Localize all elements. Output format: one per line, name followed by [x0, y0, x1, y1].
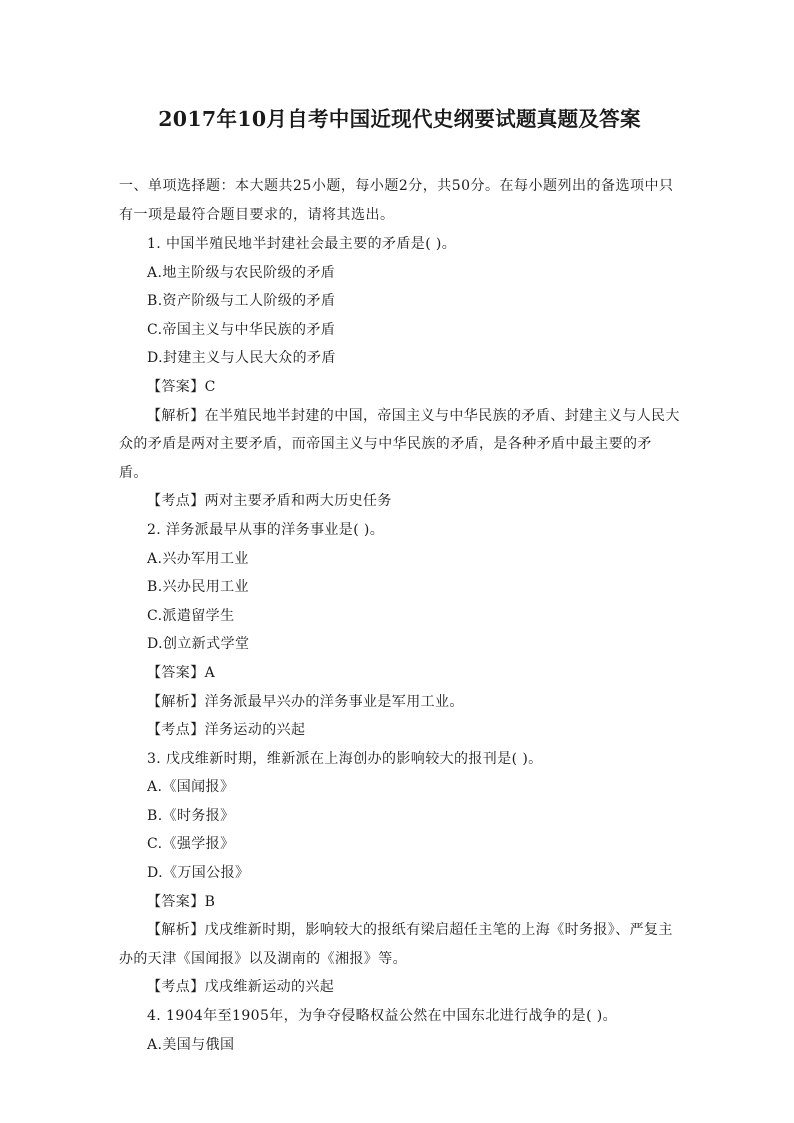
option-d: D.《万国公报》	[147, 865, 250, 882]
option-c: C.帝国主义与中华民族的矛盾	[147, 321, 336, 338]
question-stem: 3. 戊戌维新时期，维新派在上海创办的影响较大的报刊是( )。	[147, 750, 543, 767]
option-d: D.创立新式学堂	[147, 636, 250, 653]
document-title: 2017年10月自考中国近现代史纲要试题真题及答案	[158, 107, 641, 131]
question-2	[119, 516, 680, 745]
analysis: 【解析】洋务派最早兴办的洋务事业是军用工业。	[147, 693, 464, 710]
option-a: A.美国与俄国	[147, 1036, 235, 1053]
option-c: C.派遣留学生	[147, 607, 235, 624]
question-stem: 4. 1904年至1905年，为争夺侵略权益公然在中国东北进行战争的是( )。	[147, 1008, 618, 1025]
question-stem: 2. 洋务派最早从事的洋务事业是( )。	[147, 521, 385, 538]
question-1	[119, 230, 680, 516]
option-c: C.《强学报》	[147, 836, 235, 853]
test-point: 【考点】洋务运动的兴起	[147, 722, 306, 739]
option-a: A.地主阶级与农民阶级的矛盾	[147, 264, 336, 281]
test-point: 【考点】两对主要矛盾和两大历史任务	[147, 493, 392, 510]
section-header: 一、单项选择题：本大题共25小题，每小题2分，共50分。在每小题列出的备选项中只有一项是最符合题目要求的，请将其选出。	[119, 178, 674, 223]
option-a: A.《国闻报》	[147, 779, 235, 796]
question-3	[119, 745, 680, 1002]
option-b: B.兴办民用工业	[147, 579, 249, 596]
answer: 【答案】B	[147, 893, 216, 910]
option-b: B.《时务报》	[147, 807, 235, 824]
question-4	[119, 1002, 680, 1059]
question-stem: 1. 中国半殖民地半封建社会最主要的矛盾是( )。	[147, 236, 457, 252]
option-d: D.封建主义与人民大众的矛盾	[147, 350, 336, 367]
answer: 【答案】A	[147, 664, 216, 681]
option-b: B.资产阶级与工人阶级的矛盾	[147, 293, 336, 310]
test-point: 【考点】戊戌维新运动的兴起	[147, 979, 335, 996]
analysis: 【解析】在半殖民地半封建的中国，帝国主义与中华民族的矛盾、封建主义与人民大众的矛盾是两对主要矛盾，而帝国主义与中华民族的矛盾，是各种矛盾中最主要的矛盾。	[119, 407, 680, 481]
answer: 【答案】C	[147, 378, 216, 395]
analysis: 【解析】戊戌维新时期，影响较大的报纸有梁启超任主笔的上海《时务报》、严复主办的天津《国闻报》以及湖南的《湘报》等。	[119, 922, 673, 967]
option-a: A.兴办军用工业	[147, 550, 249, 567]
